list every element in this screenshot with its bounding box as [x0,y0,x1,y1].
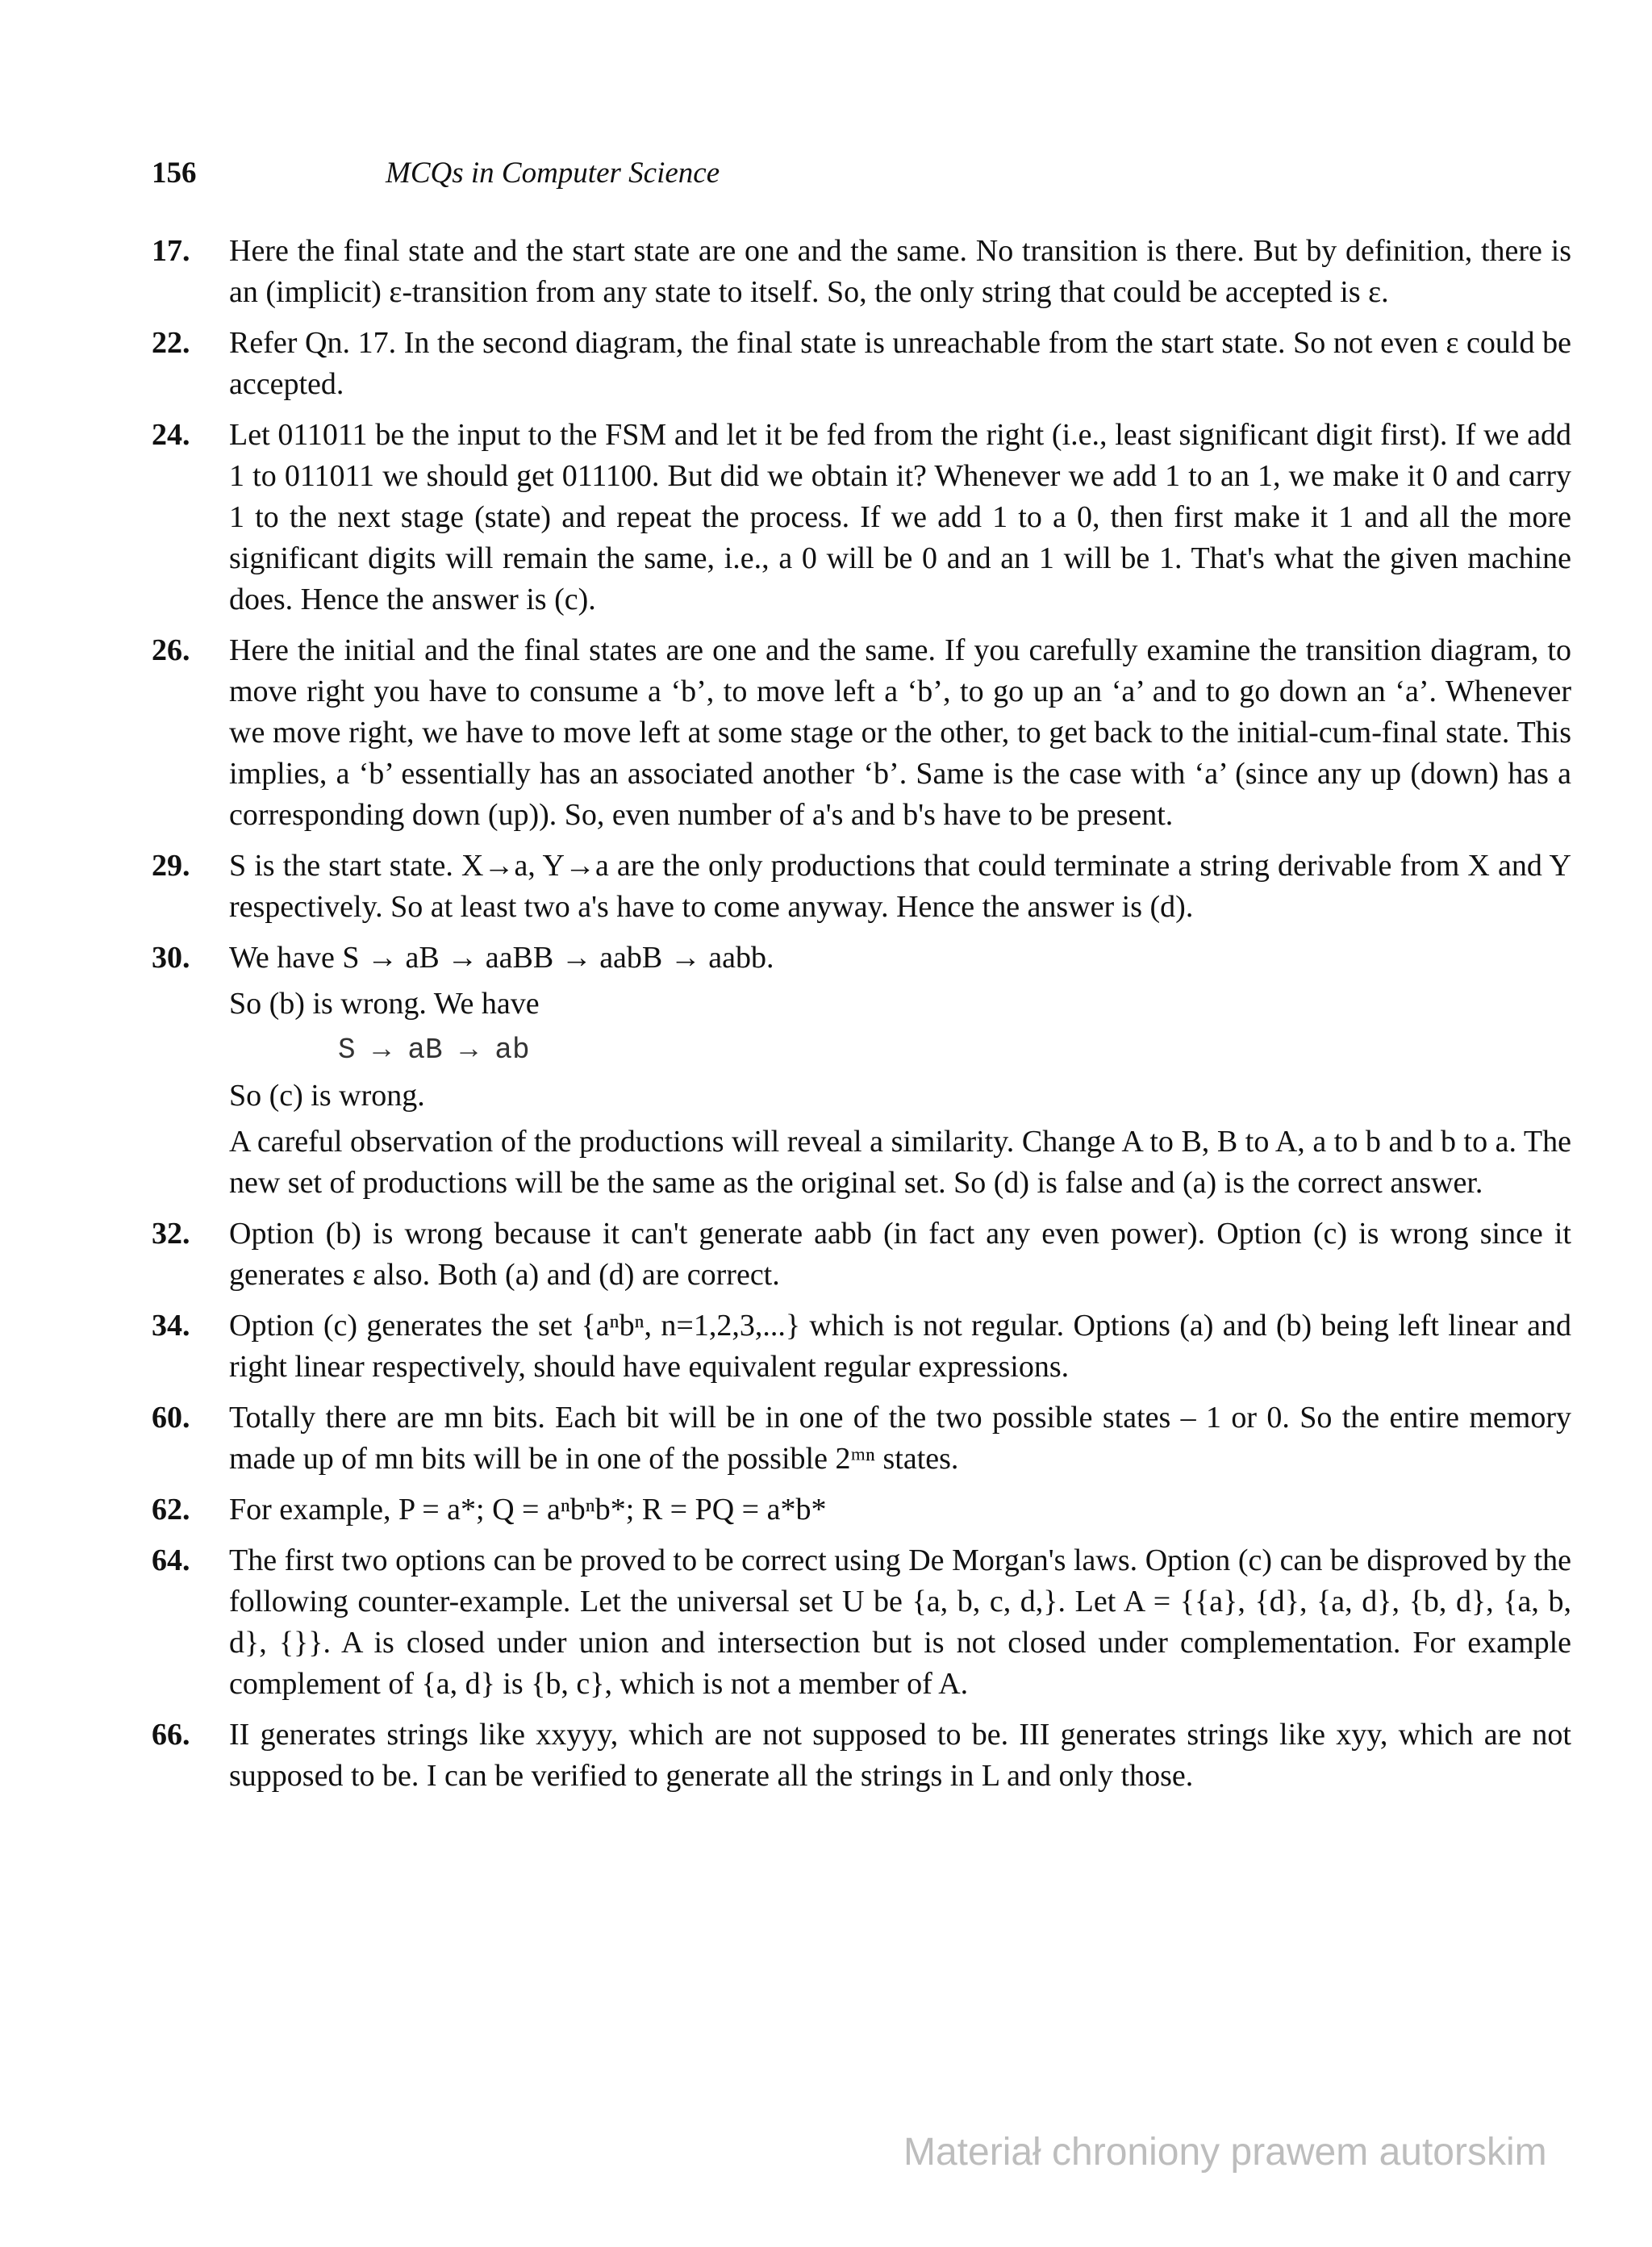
answer-34 [152,1305,1571,1388]
answer-text: S is the start state. X→a, Y→a are the only productions that could terminate a string derivable from X and Y respectively. So at least two a's have to come anyway. Hence the answer is (d). [229,849,1571,924]
answer-text: Totally there are mn bits. Each bit will be in one of the two possible states – 1 or 0. So the entire memory made up of mn bits will be in one of the possible 2ᵐⁿ states. [229,1401,1571,1476]
answer-26 [152,630,1571,836]
answer-22 [152,323,1571,405]
answer-60 [152,1397,1571,1480]
answer-text: Here the initial and the final states are one and the same. If you carefully examine the transition diagram, to move right you have to consume a ‘b’, to move left a ‘b’, to go up an ‘a’ and to go down an ‘a’. Whenever we move right, we have to move left at some stage or the other, to get back to the initial-cum-final state. This implies, a ‘b’ essentially has an associated another ‘b’. Same is the case with ‘a’ (since any up (down) has a corresponding down (up)). So, even number of a's and b's have to be present. [229,633,1571,832]
answer-number: 26. [152,633,190,667]
answer-text: So (b) is wrong. We have [229,987,540,1021]
answer-number: 60. [152,1401,190,1435]
answer-text: Let 011011 be the input to the FSM and let it be fed from the right (i.e., least significant digit first). If we add 1 to 011011 we should get 011100. But did we obtain it? Whenever we add 1 to an 1, we make it 0 and carry 1 to the next stage (state) and repeat the process. If we add 1 to a 0, then first make it 1 and all the more significant digits will remain the same, i.e., a 0 will be 0 and an 1 will be 1. That's what the given machine does. Hence the answer is (c). [229,418,1571,616]
answer-number: 62. [152,1493,190,1527]
answer-text: A careful observation of the productions will reveal a similarity. Change A to B, B to A, a to b and b to a. The new set of productions will be the same as the original set. So (d) is false and (a) is the correct answer. [229,1125,1571,1200]
answer-62 [152,1489,1571,1531]
copyright-watermark: Materiał chroniony prawem autorskim [903,2131,1547,2174]
answer-number: 17. [152,234,190,268]
answer-64 [152,1540,1571,1705]
answer-text: Refer Qn. 17. In the second diagram, the final state is unreachable from the start state. So not even ε could be accepted. [229,326,1571,401]
answer-number: 34. [152,1309,190,1343]
answer-29 [152,846,1571,928]
answer-number: 22. [152,326,190,360]
answer-number: 24. [152,418,190,452]
derivation-line: We have S → aB → aaBB → aabB → aabb. [229,941,774,975]
answer-text: For example, P = a*; Q = aⁿbⁿb*; R = PQ = a*b* [229,1493,827,1527]
answer-text: Option (b) is wrong because it can't generate aabb (in fact any even power). Option (c) is wrong since it generates ε also. Both (a) and (d) are correct. [229,1217,1571,1292]
answer-text: The first two options can be proved to be correct using De Morgan's laws. Option (c) can be disproved by the following counter-example. Let the universal set U be {a, b, c, d,}. Let A = {{a}, {d}, {a, d}, {b, d}, {a, b, d}, {}}. A is closed under union and intersection but is not closed under complementation. For example complement of {a, d} is {b, c}, which is not a member of A. [229,1543,1571,1701]
answer-number: 66. [152,1718,190,1752]
answer-number: 30. [152,941,190,975]
answer-text: So (c) is wrong. [229,1079,425,1113]
page-number: 156 [152,157,197,190]
answer-17 [152,231,1571,313]
answer-number: 29. [152,849,190,883]
running-head [152,153,1587,194]
answer-24 [152,415,1571,620]
answer-text: Here the final state and the start state are one and the same. No transition is there. But by definition, there is an (implicit) ε-transition from any state to itself. So, the only string that could be accepted is ε. [229,234,1571,309]
answer-list [152,231,1571,1806]
answer-text: II generates strings like xxyyy, which are not supposed to be. III generates strings like xyy, which are not supposed to be. I can be verified to generate all the strings in L and only those. [229,1718,1571,1793]
derivation-formula: S → aB → ab [338,1034,530,1067]
answer-32 [152,1213,1571,1296]
answer-text: Option (c) generates the set {aⁿbⁿ, n=1,2,3,...} which is not regular. Options (a) and (b) being left linear and right linear respectively, should have equivalent regular expressions. [229,1309,1571,1384]
answer-30 [152,938,1571,1204]
book-title: MCQs in Computer Science [386,157,720,190]
answer-66 [152,1714,1571,1797]
answer-number: 64. [152,1543,190,1577]
answer-number: 32. [152,1217,190,1251]
